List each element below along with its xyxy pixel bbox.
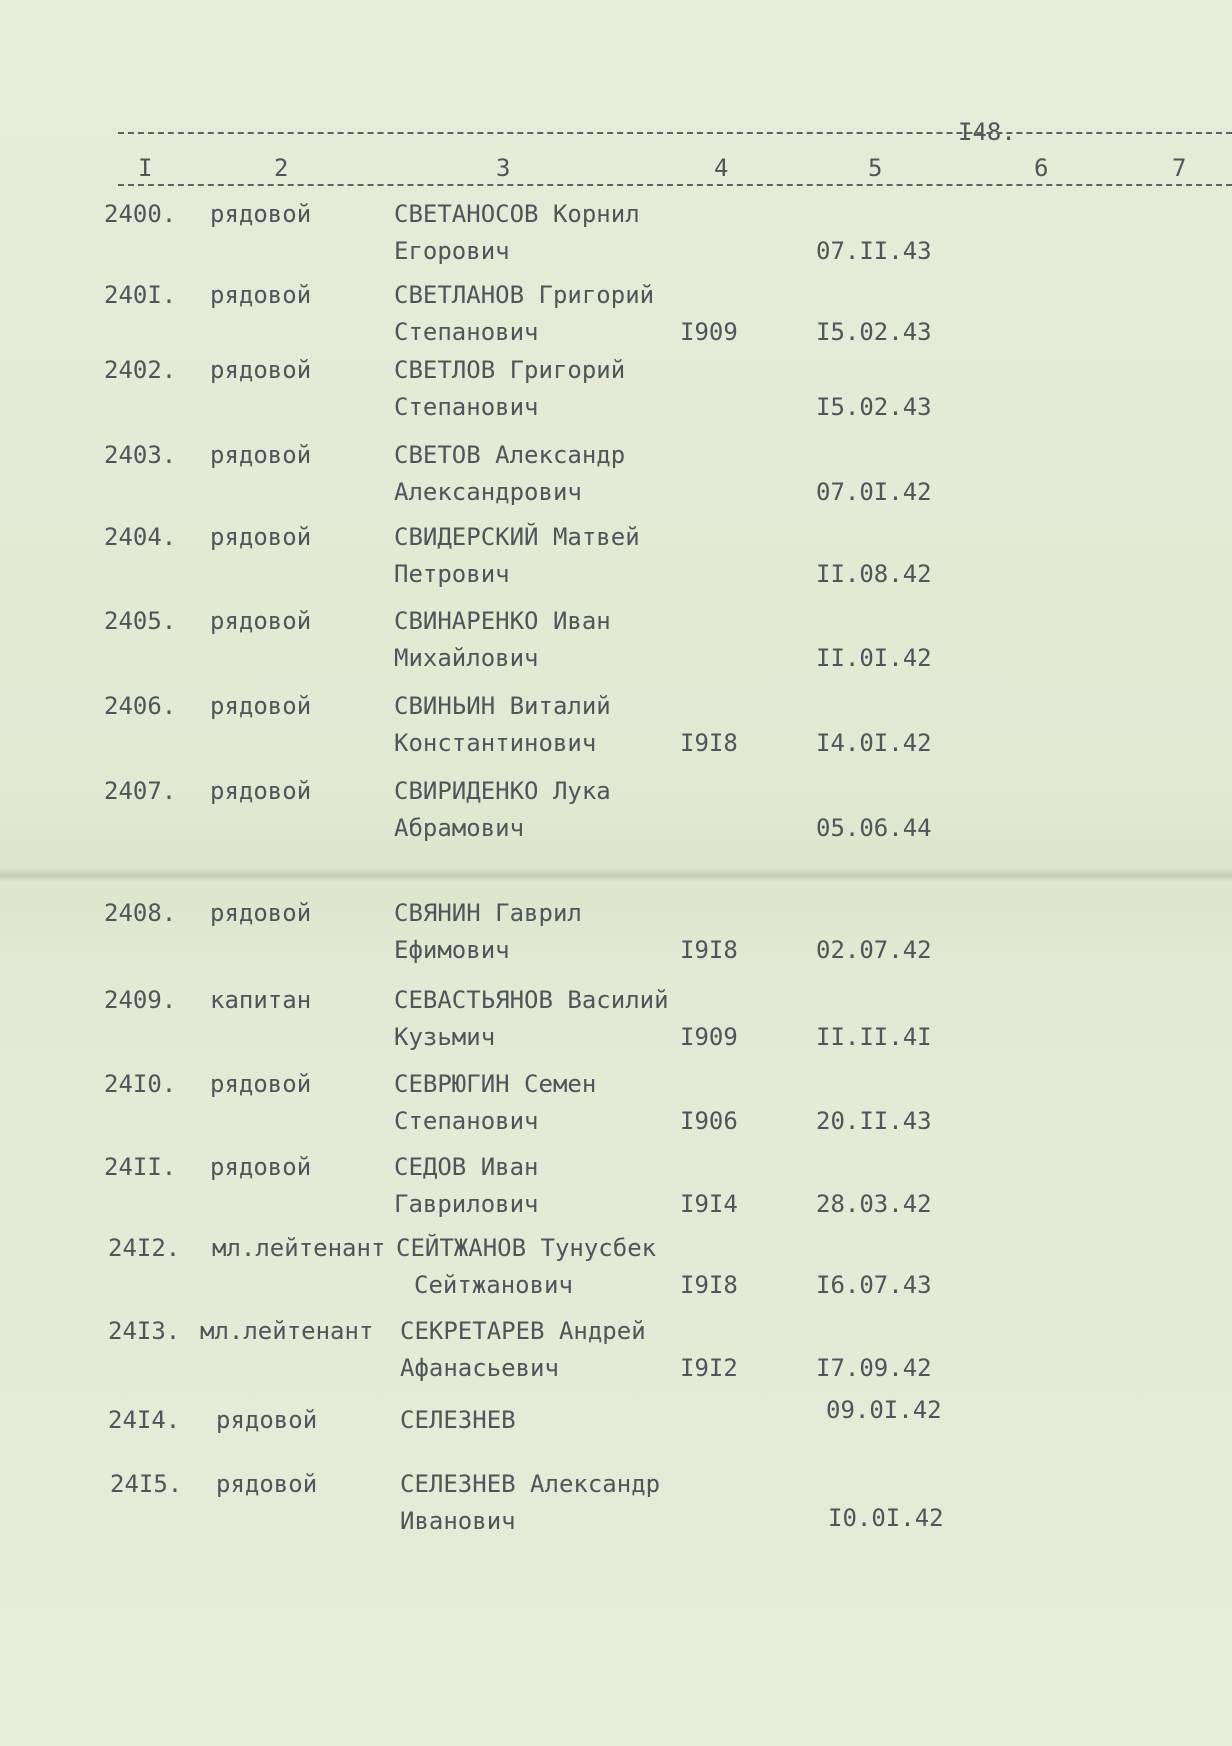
record-row	[0, 1470, 1232, 1550]
record-birth-year: I9I4	[680, 1190, 738, 1218]
record-patronymic: Ефимович	[394, 936, 510, 964]
record-number: 24II.	[104, 1153, 177, 1181]
page-number: I48.	[958, 118, 1016, 146]
record-row	[0, 1153, 1232, 1233]
record-surname-name: СВЕТАНОСОВ Корнил	[394, 200, 640, 228]
record-rank: рядовой	[216, 1406, 318, 1434]
record-rank: рядовой	[210, 200, 312, 228]
column-header-2: 2	[274, 154, 289, 182]
column-header-6: 6	[1034, 154, 1049, 182]
record-row	[0, 986, 1232, 1066]
record-date: I6.07.43	[816, 1271, 932, 1299]
record-surname-name: СВЯНИН Гаврил	[394, 899, 582, 927]
record-rank: рядовой	[210, 777, 312, 805]
record-birth-year: I9I8	[680, 936, 738, 964]
record-surname-name: СЕЛЕЗНЕВ Александр	[400, 1470, 661, 1498]
record-date: 07.0I.42	[816, 478, 932, 506]
record-surname-name: СЕЙТЖАНОВ Тунусбек	[396, 1234, 657, 1262]
record-date: I7.09.42	[816, 1354, 932, 1382]
record-birth-year: I9I2	[680, 1354, 738, 1382]
record-birth-year: I909	[680, 318, 738, 346]
record-birth-year: I909	[680, 1023, 738, 1051]
record-row	[0, 1317, 1232, 1397]
record-rank: рядовой	[210, 441, 312, 469]
record-rank: мл.лейтенант	[212, 1234, 386, 1262]
record-number: 240I.	[104, 281, 177, 309]
record-date: I5.02.43	[816, 318, 932, 346]
record-patronymic: Степанович	[394, 318, 539, 346]
record-surname-name: СВИНАРЕНКО Иван	[394, 607, 611, 635]
record-number: 24I5.	[110, 1470, 183, 1498]
record-number: 2402.	[104, 356, 177, 384]
column-header-4: 4	[714, 154, 729, 182]
record-rank: рядовой	[210, 692, 312, 720]
record-row	[0, 441, 1232, 521]
record-row	[0, 200, 1232, 280]
record-number: 2404.	[104, 523, 177, 551]
record-row	[0, 607, 1232, 687]
record-date: 20.II.43	[816, 1107, 932, 1135]
header-top-rule	[118, 132, 1232, 134]
record-patronymic: Константинович	[394, 729, 597, 757]
record-row	[0, 777, 1232, 857]
record-row	[0, 1234, 1232, 1314]
record-date: I5.02.43	[816, 393, 932, 421]
record-patronymic: Абрамович	[394, 814, 525, 842]
record-date: 02.07.42	[816, 936, 932, 964]
record-surname-name: СВЕТЛОВ Григорий	[394, 356, 626, 384]
record-date: 07.II.43	[816, 237, 932, 265]
record-patronymic: Степанович	[394, 393, 539, 421]
record-row	[0, 899, 1232, 979]
record-rank: рядовой	[210, 281, 312, 309]
record-number: 24I2.	[108, 1234, 181, 1262]
record-date: 09.0I.42	[826, 1396, 942, 1424]
record-row	[0, 1070, 1232, 1150]
record-number: 2400.	[104, 200, 177, 228]
record-rank: капитан	[210, 986, 312, 1014]
column-header-5: 5	[868, 154, 883, 182]
record-date: II.08.42	[816, 560, 932, 588]
record-date: II.0I.42	[816, 644, 932, 672]
record-surname-name: СВИРИДЕНКО Лука	[394, 777, 611, 805]
record-number: 2403.	[104, 441, 177, 469]
record-number: 2405.	[104, 607, 177, 635]
record-patronymic: Михайлович	[394, 644, 539, 672]
record-surname-name: СЕВРЮГИН Семен	[394, 1070, 597, 1098]
record-surname-name: СЕЛЕЗНЕВ	[400, 1406, 516, 1434]
record-date: II.II.4I	[816, 1023, 932, 1051]
record-rank: рядовой	[210, 607, 312, 635]
record-patronymic: Петрович	[394, 560, 510, 588]
column-header-7: 7	[1172, 154, 1187, 182]
record-surname-name: СЕКРЕТАРЕВ Андрей	[400, 1317, 646, 1345]
record-patronymic: Сейтжанович	[414, 1271, 573, 1299]
record-patronymic: Гаврилович	[394, 1190, 539, 1218]
record-patronymic: Афанасьевич	[400, 1354, 559, 1382]
record-surname-name: СВЕТЛАНОВ Григорий	[394, 281, 655, 309]
record-row	[0, 356, 1232, 436]
record-birth-year: I9I8	[680, 729, 738, 757]
record-row	[0, 523, 1232, 603]
record-rank: рядовой	[210, 1153, 312, 1181]
record-surname-name: СВИНЬИН Виталий	[394, 692, 611, 720]
record-rank: рядовой	[210, 1070, 312, 1098]
record-surname-name: СЕВАСТЬЯНОВ Василий	[394, 986, 669, 1014]
record-row	[0, 281, 1232, 361]
record-rank: рядовой	[210, 356, 312, 384]
column-header-3: 3	[496, 154, 511, 182]
record-rank: рядовой	[216, 1470, 318, 1498]
record-patronymic: Александрович	[394, 478, 582, 506]
record-surname-name: СВИДЕРСКИЙ Матвей	[394, 523, 640, 551]
record-number: 24I4.	[108, 1406, 181, 1434]
record-number: 24I0.	[104, 1070, 177, 1098]
column-header-row	[118, 156, 1232, 186]
record-date: 05.06.44	[816, 814, 932, 842]
record-patronymic: Степанович	[394, 1107, 539, 1135]
record-patronymic: Кузьмич	[394, 1023, 496, 1051]
record-number: 2408.	[104, 899, 177, 927]
record-date: I4.0I.42	[816, 729, 932, 757]
record-patronymic: Иванович	[400, 1507, 516, 1535]
record-date: 28.03.42	[816, 1190, 932, 1218]
record-rank: рядовой	[210, 523, 312, 551]
record-rank: рядовой	[210, 899, 312, 927]
record-patronymic: Егорович	[394, 237, 510, 265]
record-row	[0, 692, 1232, 772]
record-birth-year: I9I8	[680, 1271, 738, 1299]
column-header-1: I	[138, 154, 153, 182]
record-birth-year: I906	[680, 1107, 738, 1135]
record-number: 2409.	[104, 986, 177, 1014]
record-surname-name: СЕДОВ Иван	[394, 1153, 539, 1181]
record-number: 24I3.	[108, 1317, 181, 1345]
record-number: 2407.	[104, 777, 177, 805]
record-surname-name: СВЕТОВ Александр	[394, 441, 626, 469]
record-number: 2406.	[104, 692, 177, 720]
record-date: I0.0I.42	[828, 1504, 944, 1532]
paper-fold	[0, 868, 1232, 882]
record-rank: мл.лейтенант	[200, 1317, 374, 1345]
